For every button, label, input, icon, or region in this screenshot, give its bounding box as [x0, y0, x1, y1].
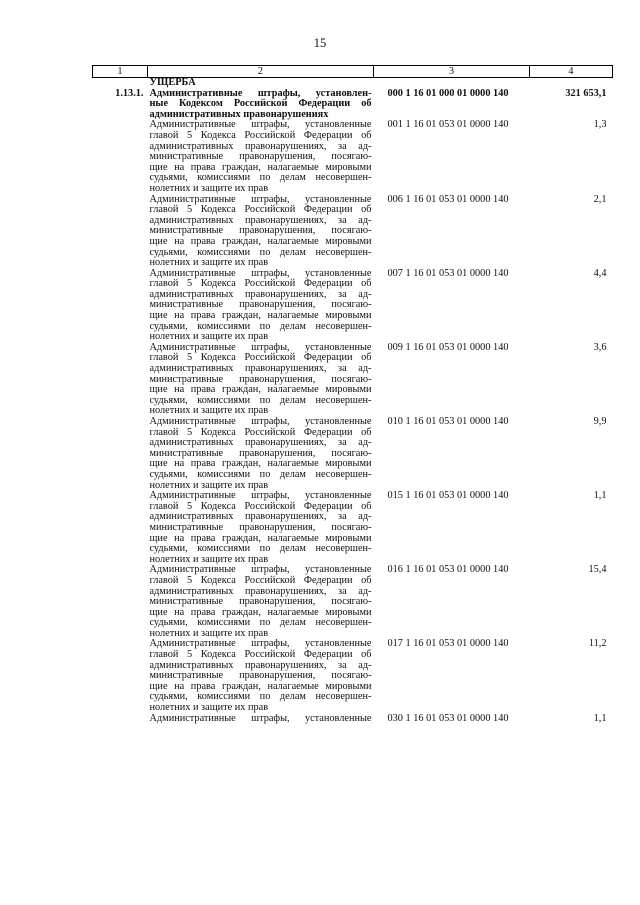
table-row — [93, 343, 613, 417]
table-row — [93, 120, 613, 194]
row-description-line: министративные правонарушения, посягаю- — [149, 596, 372, 608]
row-description-line: Административные штрафы, установленные — [149, 119, 372, 131]
row-description — [148, 639, 374, 713]
header-col-4: 4 — [530, 66, 613, 78]
section-number: 1.13.1. — [115, 87, 144, 99]
row-description-line: министративные правонарушения, посягаю- — [149, 447, 372, 459]
row-description-line: щие на права граждан, налагаемые мировыми — [149, 532, 372, 544]
row-description-line: главой 5 Кодекса Российской Федерации об — [149, 649, 372, 661]
row-description-line: судьями, комиссиями по делам несовершен- — [149, 617, 372, 629]
row-amount: 1,1 — [593, 490, 607, 502]
section-name-line: Административные штрафы, установлен- — [149, 87, 372, 99]
row-description-line: судьями, комиссиями по делам несовершен- — [149, 320, 372, 332]
row-description-line: нолетних и защите их прав — [149, 331, 269, 343]
row-description-line: Административные штрафы, установленные — [149, 490, 372, 502]
row-description-line: Административные штрафы, установленные — [149, 712, 372, 724]
row-number-cell — [93, 565, 148, 639]
row-description — [148, 417, 374, 491]
row-description — [148, 565, 374, 639]
table-row — [93, 491, 613, 565]
row-description-line: щие на права граждан, налагаемые мировыми — [149, 235, 372, 247]
row-description — [148, 269, 374, 343]
row-description — [148, 343, 374, 417]
row-description-line: министративные правонарушения, посягаю- — [149, 225, 372, 237]
budget-table — [92, 65, 613, 724]
row-description-line: щие на права граждан, налагаемые мировыми — [149, 606, 372, 618]
table-header-row — [93, 66, 613, 78]
continuation-text: УЩЕРБА — [149, 77, 196, 88]
row-description-line: судьями, комиссиями по делам несовершен- — [149, 691, 372, 703]
row-description-line: Административные штрафы, установленные — [149, 564, 372, 576]
row-amount: 11,2 — [588, 638, 607, 650]
row-description-line: министративные правонарушения, посягаю- — [149, 151, 372, 163]
row-code: 016 1 16 01 053 01 0000 140 — [387, 564, 509, 576]
row-number-cell — [93, 639, 148, 713]
row-description-line: главой 5 Кодекса Российской Федерации об — [149, 574, 372, 586]
row-description-line: министративные правонарушения, посягаю- — [149, 299, 372, 311]
row-description-line: главой 5 Кодекса Российской Федерации об — [149, 352, 372, 364]
row-description-line: щие на права граждан, налагаемые мировыми — [149, 384, 372, 396]
row-description — [148, 714, 374, 725]
row-description-line: нолетних и защите их прав — [149, 627, 269, 639]
row-number-cell — [93, 120, 148, 194]
row-description-line: судьями, комиссиями по делам несовершен- — [149, 394, 372, 406]
row-description-line: Административные штрафы, установленные — [149, 416, 372, 427]
row-description-line: министративные правонарушения, посягаю- — [149, 373, 372, 385]
row-description-line: административных правонарушениях, за ад- — [149, 659, 372, 671]
header-col-3: 3 — [374, 66, 530, 78]
section-name — [148, 89, 374, 121]
table-row — [93, 269, 613, 343]
row-description-line: главой 5 Кодекса Российской Федерации об — [149, 500, 372, 512]
row-number-cell — [93, 417, 148, 491]
row-number-cell — [93, 195, 148, 269]
row-code: 030 1 16 01 053 01 0000 140 — [387, 712, 509, 724]
section-name-line: ные Кодексом Российской Федерации об — [149, 98, 372, 110]
row-number-cell — [93, 269, 148, 343]
row-description-line: административных правонарушениях, за ад- — [149, 363, 372, 375]
row-description — [148, 195, 374, 269]
row-description — [148, 120, 374, 194]
table-row — [93, 417, 613, 491]
row-amount: 1,3 — [593, 119, 607, 131]
row-description-line: нолетних и защите их прав — [149, 182, 269, 194]
row-description — [148, 491, 374, 565]
table-row — [93, 195, 613, 269]
section-amount: 321 653,1 — [565, 87, 607, 99]
row-amount: 9,9 — [593, 416, 607, 427]
row-amount: 15,4 — [588, 564, 607, 576]
row-description-line: Административные штрафы, установленные — [149, 638, 372, 650]
table-row — [93, 714, 613, 725]
row-amount: 3,6 — [593, 341, 607, 353]
row-code: 017 1 16 01 053 01 0000 140 — [387, 638, 509, 650]
row-description-line: административных правонарушениях, за ад- — [149, 288, 372, 300]
continuation-row — [93, 78, 613, 89]
table-row — [93, 639, 613, 713]
row-code: 001 1 16 01 053 01 0000 140 — [387, 119, 509, 131]
row-description-line: главой 5 Кодекса Российской Федерации об — [149, 426, 372, 438]
row-description-line: нолетних и защите их прав — [149, 257, 269, 269]
table-row — [93, 565, 613, 639]
row-description-line: щие на права граждан, налагаемые мировыми — [149, 161, 372, 173]
row-code: 007 1 16 01 053 01 0000 140 — [387, 267, 509, 279]
page-number: 15 — [313, 36, 327, 50]
row-description-line: министративные правонарушения, посягаю- — [149, 521, 372, 533]
row-description-line: административных правонарушениях, за ад- — [149, 585, 372, 597]
row-description-line: административных правонарушениях, за ад- — [149, 511, 372, 523]
row-description-line: Административные штрафы, установленные — [149, 341, 372, 353]
row-description-line: Административные штрафы, установленные — [149, 267, 372, 279]
header-col-2: 2 — [148, 66, 374, 78]
row-description-line: министративные правонарушения, посягаю- — [149, 670, 372, 682]
row-description-line: Административные штрафы, установленные — [149, 193, 372, 205]
row-description-line: главой 5 Кодекса Российской Федерации об — [149, 129, 372, 141]
row-amount: 4,4 — [593, 267, 607, 279]
row-description-line: нолетних и защите их прав — [149, 553, 269, 565]
section-name-line: административных правонарушениях — [149, 108, 329, 120]
row-description-line: административных правонарушениях, за ад- — [149, 140, 372, 152]
row-number-cell — [93, 714, 148, 725]
row-description-line: щие на права граждан, налагаемые мировыми — [149, 680, 372, 692]
row-description-line: судьями, комиссиями по делам несовершен- — [149, 172, 372, 184]
section-row — [93, 89, 613, 121]
row-description-line: главой 5 Кодекса Российской Федерации об — [149, 278, 372, 290]
row-description-line: судьями, комиссиями по делам несовершен- — [149, 468, 372, 480]
row-description-line: административных правонарушениях, за ад- — [149, 214, 372, 226]
row-description-line: судьями, комиссиями по делам несовершен- — [149, 246, 372, 258]
row-amount: 2,1 — [593, 193, 607, 205]
row-code: 015 1 16 01 053 01 0000 140 — [387, 490, 509, 502]
header-col-1: 1 — [93, 66, 148, 78]
section-code: 000 1 16 01 000 01 0000 140 — [387, 87, 509, 99]
row-code: 010 1 16 01 053 01 0000 140 — [387, 416, 509, 427]
row-code: 006 1 16 01 053 01 0000 140 — [387, 193, 509, 205]
row-code: 009 1 16 01 053 01 0000 140 — [387, 341, 509, 353]
row-number-cell — [93, 343, 148, 417]
row-description-line: административных правонарушениях, за ад- — [149, 437, 372, 449]
row-description-line: щие на права граждан, налагаемые мировыми — [149, 310, 372, 322]
row-description-line: нолетних и защите их прав — [149, 479, 269, 491]
row-description-line: щие на права граждан, налагаемые мировыми — [149, 458, 372, 470]
row-description-line: судьями, комиссиями по делам несовершен- — [149, 543, 372, 555]
row-number-cell — [93, 491, 148, 565]
row-description-line: нолетних и защите их прав — [149, 405, 269, 417]
row-description-line: нолетних и защите их прав — [149, 702, 269, 714]
row-amount: 1,1 — [593, 712, 607, 724]
row-description-line: главой 5 Кодекса Российской Федерации об — [149, 204, 372, 216]
